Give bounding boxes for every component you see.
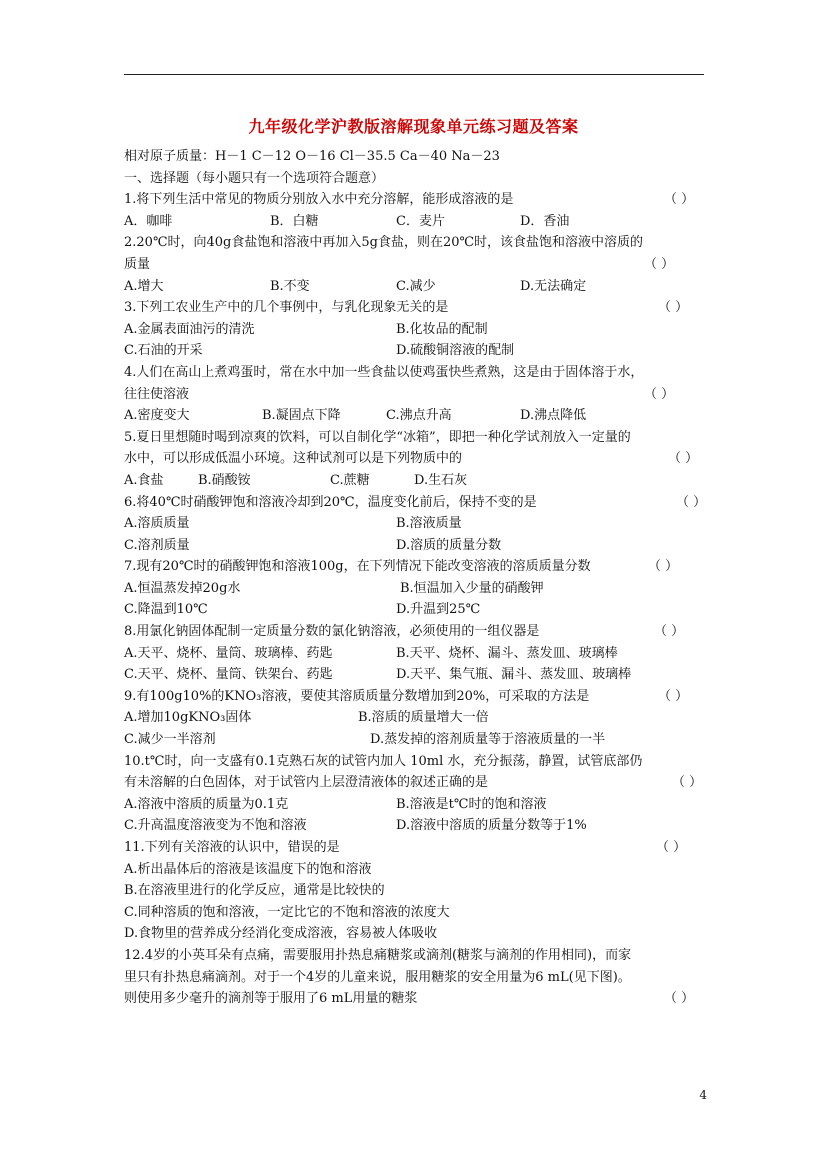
question-stem: 有未溶解的白色固体，对于试管内上层澄清液体的叙述正确的是 （ ）	[124, 772, 724, 794]
option: C.升高温度溶液变为不饱和溶液	[124, 818, 307, 834]
option: C.蔗糖	[330, 472, 370, 488]
option: B．白糖	[270, 213, 319, 229]
answer-paren: （ ）	[644, 386, 675, 402]
option: A.溶质质量	[124, 516, 190, 532]
answer-paren: （ ）	[668, 451, 699, 467]
options-row	[124, 405, 724, 427]
option: C.降温到10℃	[124, 602, 208, 618]
question-stem: 1.将下列生活中常见的物质分别放入水中充分溶解，能形成溶液的是 （ ）	[124, 189, 724, 211]
option: A.金属表面油污的清洗	[124, 321, 255, 337]
option: B.不变	[270, 278, 310, 294]
answer-paren: （ ）	[658, 688, 689, 704]
option: A．咖啡	[124, 213, 173, 229]
options-row	[124, 513, 724, 535]
question-stem: 则使用多少毫升的滴剂等于服用了6 mL用量的糖浆 （ ）	[124, 988, 724, 1010]
option: C.减少一半溶剂	[124, 732, 216, 748]
question-stem: 水中，可以形成低温小环境。这种试剂可以是下列物质中的 （ ）	[124, 448, 724, 470]
option: D．香油	[520, 213, 570, 229]
page-title: 九年级化学沪教版溶解现象单元练习题及答案	[248, 117, 579, 136]
question-stem: 7.现有20℃时的硝酸钾饱和溶液100g，在下列情况下能改变溶液的溶质质量分数 （ ）	[124, 556, 724, 578]
options-row	[124, 664, 724, 686]
option: A.析出晶体后的溶液是该温度下的饱和溶液	[124, 861, 372, 877]
option: A.密度变大	[124, 408, 190, 424]
answer-paren: （ ）	[672, 775, 703, 791]
option: D.食物里的营养成分经消化变成溶液，容易被人体吸收	[124, 926, 438, 942]
question-stem: 8.用氯化钠固体配制一定质量分数的氯化钠溶液，必须使用的一组仪器是 （ ）	[124, 621, 724, 643]
option: A.恒温蒸发掉20g水	[124, 580, 241, 596]
question-stem: 5.夏日里想随时喝到凉爽的饮料，可以自制化学“冰箱”，即把一种化学试剂放入一定量的	[124, 429, 631, 445]
document-body	[124, 146, 724, 1010]
option: D.溶液中溶质的质量分数等于1%	[396, 818, 587, 834]
option: A.食盐	[124, 472, 164, 488]
atomic-mass-line: 相对原子质量：H－1 C－12 O－16 Cl－35.5 Ca－40 Na－23	[124, 149, 500, 164]
options-row	[124, 211, 724, 233]
option: A.增加10gKNO₃固体	[124, 710, 252, 726]
option: D.升温到25℃	[396, 602, 481, 618]
question-stem: 3.下列工农业生产中的几个事例中，与乳化现象无关的是 （ ）	[124, 297, 724, 319]
answer-paren: （ ）	[676, 494, 707, 510]
option: D.天平、集气瓶、漏斗、蒸发皿、玻璃棒	[396, 667, 632, 683]
option: C.天平、烧杯、量筒、铁架台、药匙	[124, 667, 333, 683]
option: D.蒸发掉的溶剂质量等于溶液质量的一半	[370, 732, 606, 748]
option: C.减少	[396, 278, 436, 294]
answer-paren: （ ）	[654, 624, 685, 640]
option: D.无法确定	[520, 278, 587, 294]
answer-paren: （ ）	[648, 559, 679, 575]
question-stem: 4.人们在高山上煮鸡蛋时，常在水中加一些食盐以使鸡蛋快些煮熟，这是由于固体溶于水，	[124, 364, 644, 380]
question-stem: 11.下列有关溶液的认识中，错误的是 （ ）	[124, 837, 724, 859]
page-number: 4	[699, 1088, 707, 1102]
options-row	[124, 470, 724, 492]
option: C.溶剂质量	[124, 537, 190, 553]
options-row	[124, 794, 724, 816]
option: B.溶质的质量增大一倍	[358, 710, 489, 726]
answer-paren: （ ）	[656, 840, 687, 855]
answer-paren: （ ）	[644, 256, 675, 272]
question-stem: 12.4岁的小英耳朵有点痛，需要服用扑热息痛糖浆或滴剂(糖浆与滴剂的作用相同)，而家	[124, 947, 632, 963]
option: D.生石灰	[414, 472, 468, 488]
option: A.增大	[124, 278, 164, 294]
options-row	[124, 729, 724, 751]
option: D.沸点降低	[520, 408, 587, 424]
answer-paren: （ ）	[658, 300, 689, 316]
option: B.溶液质量	[396, 516, 462, 532]
options-row	[124, 276, 724, 298]
option: C.石油的开采	[124, 343, 203, 359]
option: B.恒温加入少量的硝酸钾	[400, 580, 544, 596]
options-row	[124, 578, 724, 600]
option: A.天平、烧杯、量筒、玻璃棒、药匙	[124, 645, 333, 661]
options-row	[124, 535, 724, 557]
options-row	[124, 707, 724, 729]
section-heading: 一、选择题（每小题只有一个选项符合题意）	[124, 170, 385, 186]
option: D.溶质的质量分数	[396, 537, 502, 553]
answer-paren: （ ）	[664, 991, 695, 1007]
option: B.在溶液里进行的化学反应，通常是比较快的	[124, 883, 385, 899]
question-stem: 6.将40℃时硝酸钾饱和溶液冷却到20℃，温度变化前后，保持不变的是 （ ）	[124, 492, 724, 514]
option: C.沸点升高	[386, 408, 452, 424]
question-stem: 2.20℃时，向40g食盐饱和溶液中再加入5g食盐，则在20℃时，该食盐饱和溶液中溶质的	[124, 235, 644, 251]
options-row	[124, 643, 724, 665]
options-row	[124, 319, 724, 341]
option: B.天平、烧杯、漏斗、蒸发皿、玻璃棒	[396, 645, 618, 661]
option: A.溶液中溶质的质量为0.1克	[124, 796, 289, 812]
options-row	[124, 815, 724, 837]
option: C．麦片	[396, 213, 445, 229]
option: B.凝固点下降	[262, 408, 341, 424]
option: C.同种溶质的饱和溶液，一定比它的不饱和溶液的浓度大	[124, 904, 450, 920]
question-stem: 往往使溶液 （ ）	[124, 384, 724, 406]
options-row	[124, 599, 724, 621]
option: D.硫酸铜溶液的配制	[396, 343, 515, 359]
header-rule	[124, 74, 704, 75]
question-stem: 10.t℃时，向一支盛有0.1克熟石灰的试管内加人 10ml 水，充分振荡，静置，试管底部仍	[124, 753, 643, 769]
question-stem: 9.有100g10%的KNO₃溶液，要使其溶质质量分数增加到20%，可采取的方法是 （ ）	[124, 686, 724, 708]
answer-paren: （ ）	[664, 192, 695, 208]
question-stem: 里只有扑热息痛滴剂。对于一个4岁的儿童来说，服用糖浆的安全用量为6 mL(见下图)。	[124, 969, 631, 985]
option: B.溶液是t℃时的饱和溶液	[396, 796, 547, 812]
options-row	[124, 340, 724, 362]
option: B.化妆品的配制	[396, 321, 488, 337]
option: B.硝酸铵	[198, 472, 251, 488]
question-stem: 质量 （ ）	[124, 254, 724, 276]
